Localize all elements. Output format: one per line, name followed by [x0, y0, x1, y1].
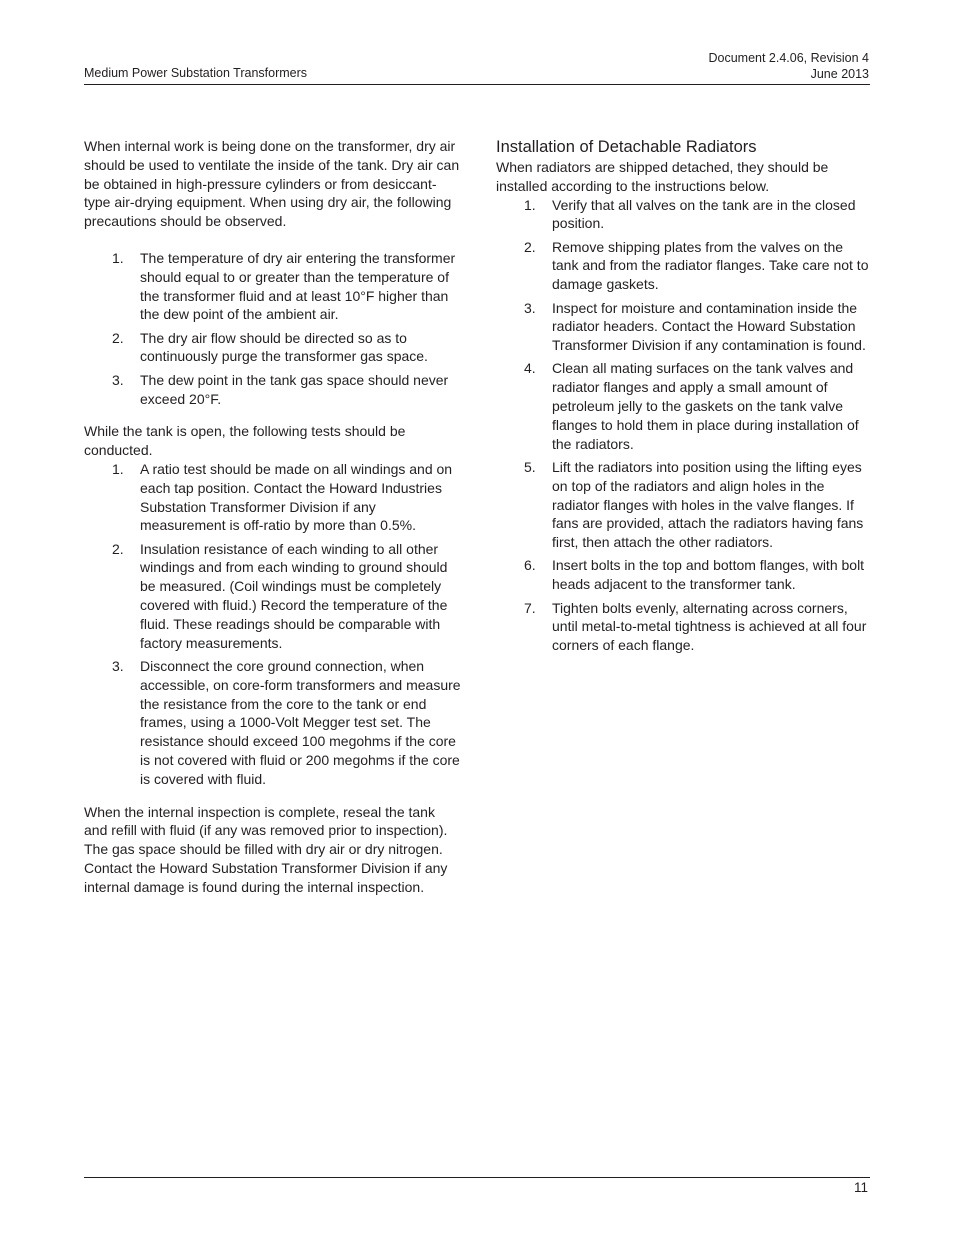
list-item-text: The temperature of dry air entering the transformer should equal to or greater than the temperature of the transformer fluid and at least 10°F higher than the dew point of the ambient air. [140, 249, 456, 323]
list-item-number: 6. [524, 557, 536, 574]
list-item [84, 249, 462, 324]
tests-intro-paragraph: While the tank is open, the following tests should be conducted. [84, 423, 406, 459]
list-item [496, 556, 870, 594]
list-item-text: Lift the radiators into position using the lifting eyes on top of the radiators and align holes in the radiator flanges with holes in the valve flanges. If fans are provided, attach the radiators having fans first, then attach the other radiators. [552, 458, 864, 551]
list-item-text: Insert bolts in the top and bottom flanges, with bolt heads adjacent to the transformer tank. [552, 557, 865, 593]
list-item [496, 458, 870, 552]
document-meta [708, 50, 869, 82]
list-item [84, 371, 462, 409]
list-item-text: Remove shipping plates from the valves on the tank and from the radiator flanges. Take care not to damage gaskets. [552, 238, 869, 293]
dry-air-precautions-list [84, 249, 462, 408]
footer-divider [84, 1177, 870, 1178]
list-item-text: Inspect for moisture and contamination inside the radiator headers. Contact the Howard Substation Transformer Division if any contamination is found. [552, 299, 866, 354]
section-heading: Installation of Detachable Radiators [496, 138, 757, 156]
radiators-intro-paragraph: When radiators are shipped detached, they should be installed according to the instructions below. [496, 159, 829, 194]
left-column [84, 137, 462, 896]
list-item [84, 657, 462, 789]
list-item [496, 359, 870, 453]
right-column [496, 137, 870, 659]
list-item-number: 3. [112, 371, 124, 388]
list-item-text: A ratio test should be made on all windings and on each tap position. Contact the Howard Industries Substation Transformer Division if any measurement is off-ratio by more than 0.5%. [140, 460, 453, 534]
list-item-number: 5. [524, 458, 536, 475]
list-item-number: 2. [112, 540, 124, 557]
list-item-number: 4. [524, 360, 536, 377]
list-item [84, 329, 462, 367]
open-tank-tests-list [84, 460, 462, 789]
document-date: June 2013 [810, 67, 869, 81]
radiator-installation-steps [496, 196, 870, 655]
inspection-closing-paragraph: When the internal inspection is complete, reseal the tank and refill with fluid (if any was removed prior to inspection). The gas space should be filled with dry air or dry nitrogen. Contact the Howard Substation Transformer Division if any internal damage is found during the internal inspection. [84, 803, 448, 895]
dry-air-intro-paragraph: When internal work is being done on the transformer, dry air should be used to ventilate the inside of the tank. Dry air can be obtained in high-pressure cylinders or from desiccant-type air-drying equipment. When using dry air, the following precautions should be observed. [84, 138, 460, 230]
list-item-text: Insulation resistance of each winding to all other windings and from each winding to ground should be measured. (Coil windings must be completely covered with fluid.) Record the temperature of the fluid. These readings should be comparable with factory measurements. [140, 540, 448, 651]
list-item [496, 599, 870, 655]
page-number: 11 [853, 1180, 868, 1195]
list-item-text: Verify that all valves on the tank are in the closed position. [552, 196, 856, 232]
list-item [496, 238, 870, 294]
list-item-text: Clean all mating surfaces on the tank valves and radiator flanges and apply a small amount of petroleum jelly to the gaskets on the tank valve flanges to hold them in place during installation of the radiators. [552, 360, 859, 452]
list-item [496, 196, 870, 234]
list-item-number: 1. [112, 249, 124, 266]
list-item-number: 7. [524, 599, 536, 616]
list-item [84, 460, 462, 535]
document-id: Document 2.4.06, Revision 4 [708, 51, 869, 65]
list-item-text: The dry air flow should be directed so as to continuously purge the transformer gas space. [140, 329, 428, 365]
list-item [84, 540, 462, 653]
list-item-text: Disconnect the core ground connection, when accessible, on core-form transformers and measure the resistance from the core to the tank or end frames, using a 1000-Volt Megger test set. The resistance should exceed 100 megohms if the core is not covered with fluid or 200 megohms if the core is covered with fluid. [140, 657, 461, 787]
list-item-number: 1. [112, 460, 124, 477]
list-item-number: 3. [524, 299, 536, 316]
list-item-number: 2. [524, 238, 536, 255]
header-divider [84, 84, 870, 85]
list-item-number: 1. [524, 196, 536, 213]
list-item-text: Tighten bolts evenly, alternating across corners, until metal-to-metal tightness is achieved at all four corners of each flange. [552, 599, 867, 654]
document-series-title: Medium Power Substation Transformers [84, 66, 308, 80]
list-item-number: 3. [112, 657, 124, 674]
list-item [496, 299, 870, 355]
list-item-number: 2. [112, 329, 124, 346]
list-item-text: The dew point in the tank gas space should never exceed 20°F. [140, 371, 449, 407]
